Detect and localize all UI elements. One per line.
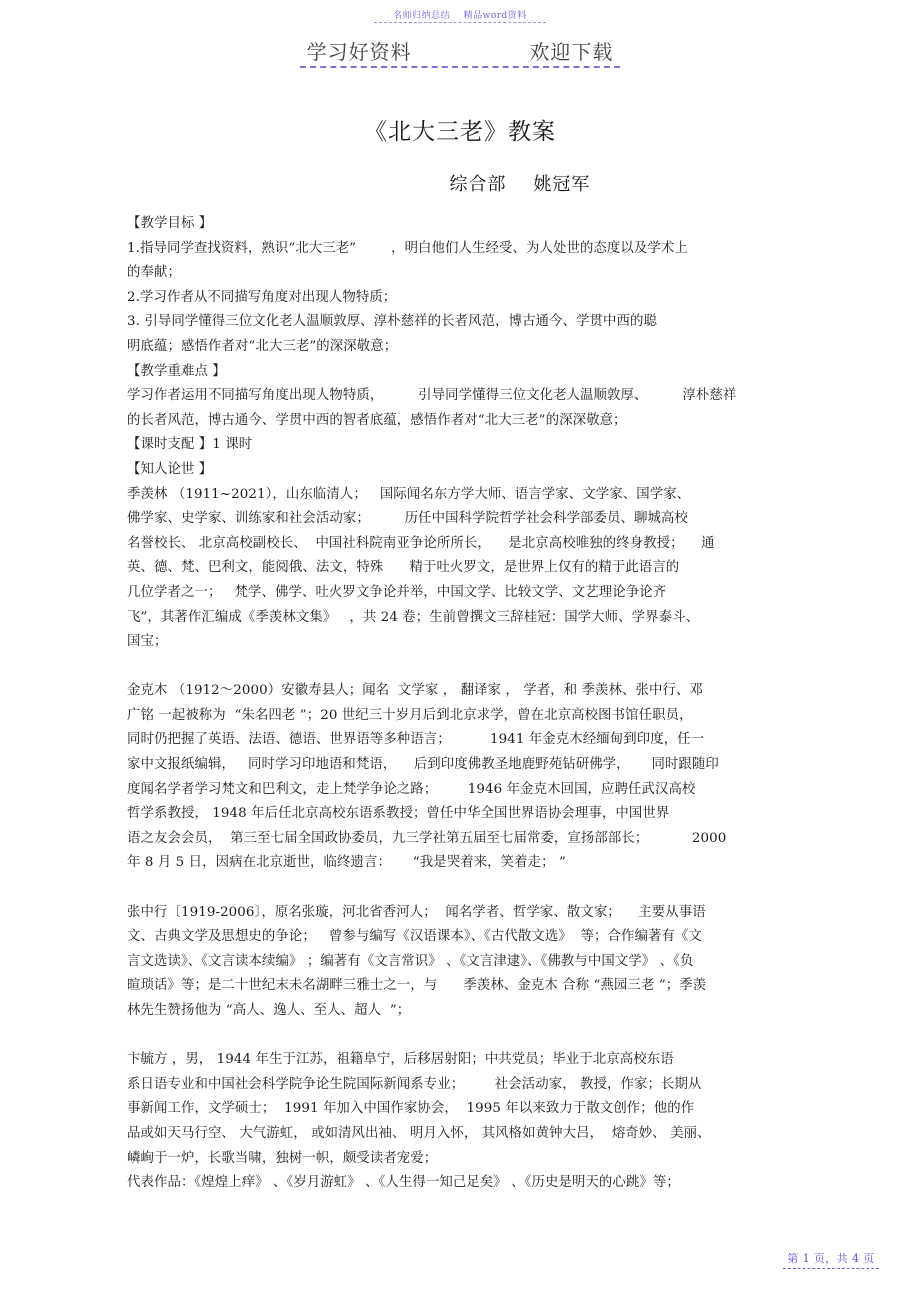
- body-line: 2.学习作者从不同描写角度对出现人物特质；: [127, 289, 397, 305]
- body-line: 语之友会会员， 第三至七届全国政协委员，九三学社第五届至七届常委，宣扬部部长； 2000: [127, 830, 727, 846]
- body-line: 张中行〔1919-2006〕，原名张璇，河北省香河人； 闻名学者、哲学家、散文家； 主要从事语: [127, 904, 706, 920]
- body-line: 1.指导同学查找资料，熟识“北大三老” ，明白他们人生经受、为人处世的态度以及学术上: [127, 240, 688, 256]
- body-line: 系日语专业和中国社会科学院争论生院国际新闻系专业； 社会活动家， 教授，作家；长期从: [127, 1076, 702, 1092]
- page-footer-divider: [783, 1268, 879, 1269]
- body-line: 【教学重难点 】: [127, 363, 226, 379]
- page-number-text: 第 1 页，共 4 页: [787, 1252, 875, 1265]
- body-line: 度闻名学者学习梵文和巴利文，走上梵学争论之路； 1946 年金克木回国，应聘任武汉高校: [127, 781, 696, 797]
- body-line: 品或如天马行空、 大气游虹， 或如清风出袖、 明月入怀， 其风格如黄钟大吕， 熔奇妙、 美丽、: [127, 1125, 711, 1141]
- body-line: 【知人论世 】: [127, 461, 213, 477]
- document-byline: 综合部 姚冠军: [449, 174, 591, 195]
- body-line: [127, 655, 795, 680]
- body-line: 文、古典文学及思想史的争论； 曾参与编写《汉语课本》、《古代散文选》 等；合作编著有《文: [127, 929, 702, 945]
- page-title: 《北大三老》教案: [364, 119, 556, 145]
- body-line: 3. 引导同学懂得三位文化老人温顺敦厚、淳朴慈祥的长者风范，博古通今、学贯中西的聪: [127, 314, 657, 330]
- body-line: 名誉校长、 北京高校副校长、 中国社科院南亚争论所所长， 是北京高校唯独的终身教授； 通: [127, 535, 715, 551]
- body-line: 季羡林 （1911~2021），山东临清人； 国际闻名东方学大师、语言学家、文学家、国学家、: [127, 486, 691, 502]
- body-line: 国宝；: [127, 634, 168, 650]
- body-line: 哲学系教授， 1948 年后任北京高校东语系教授；曾任中华全国世界语协会理事，中国世界: [127, 806, 670, 822]
- body-line: 佛学家、史学家、训练家和社会活动家； 历任中国科学院哲学社会科学部委员、聊城高校: [127, 511, 688, 527]
- body-line: 嶙峋于一炉，长歌当啸，独树一帜，颇受读者宠爱；: [127, 1150, 438, 1166]
- body-line: 暄琐话》等；是二十世纪末未名湖畔三雅士之一，与 季羡林、金克木 合称 “燕园三老 ”；季羡: [127, 978, 707, 994]
- body-line: 明底蕴；感悟作者对“北大三老”的深深敬意；: [127, 338, 398, 354]
- body-line: 林先生赞扬他为 “高人、逸人、至人、超人 ”；: [127, 1003, 411, 1018]
- body-line: 【教学目标 】: [127, 216, 213, 231]
- body-line: 事新闻工作，文学硕士； 1991 年加入中国作家协会， 1995 年以来致力于散文创作；他的作: [127, 1101, 695, 1117]
- page-footer: [756, 1250, 906, 1269]
- body-line: [127, 1024, 795, 1049]
- body-line: 的长者风范，博古通今、学贯中西的智者底蕴，感悟作者对“北大三老”的深深敬意；: [127, 412, 627, 428]
- body-line: 卞毓方 ，男， 1944 年生于江苏，祖籍阜宁，后移居射阳；中共党员；毕业于北京高校东语: [127, 1052, 674, 1068]
- top-watermark-text: 名师归纳总结 精品word资料: [393, 11, 527, 21]
- body-line: 飞”，其著作汇编成《季羡林文集》 ，共 24 卷；生前曾撰文三辞桂冠：国学大师、学界泰斗、: [127, 609, 700, 625]
- top-watermark-divider: [374, 22, 546, 23]
- body-line: 代表作品：《煌煌上痒》 、《岁月游虹》 、《人生得一知己足矣》 、《历史是明天的心跳》等；: [127, 1175, 680, 1191]
- body-line: 的奉献；: [127, 265, 181, 281]
- page-header-text: 学习好资料 欢迎下载: [306, 40, 614, 64]
- body-line: 同时仍把握了英语、法语、德语、世界语等多种语言； 1941 年金克木经缅甸到印度，任一: [127, 732, 705, 748]
- page-header-band: [0, 36, 920, 65]
- body-line: 英、德、梵、巴利文，能阅俄、法文，特殊 精于吐火罗文，是世界上仅有的精于此语言的: [127, 560, 680, 576]
- body-line: 言文选读》、《文言读本续编》 ；编著有《文言常识》 、《文言津逮》、《佛教与中国文学》 、《负: [127, 953, 694, 969]
- body-line: 家中文报纸编辑， 同时学习印地语和梵语， 后到印度佛教圣地鹿野苑钻研佛学， 同时跟随印: [127, 757, 719, 773]
- body-line: 广铭 一起被称为 “朱名四老 ”；20 世纪三十岁月后到北京求学，曾在北京高校图书馆任职员，: [127, 707, 693, 723]
- body-line: 学习作者运用不同描写角度出现人物特质， 引导同学懂得三位文化老人温顺敦厚、 淳朴慈祥: [127, 388, 737, 404]
- body-line: 【课时支配 】1 课时: [127, 437, 253, 453]
- body-line: 金克木 （1912～2000）安徽寿县人；闻名 文学家 ， 翻译家 ， 学者，和 季羡林、张中行、邓: [127, 683, 703, 699]
- page-header-divider: [300, 66, 620, 68]
- body-line: 几位学者之一； 梵学、佛学、吐火罗文争论并举，中国文学、比较文学、文艺理论争论齐: [127, 584, 667, 600]
- document-body: [127, 212, 795, 1196]
- body-line: 年 8 月 5 日，因病在北京逝世，临终遗言： “我是哭着来，笑着走； ”: [127, 855, 566, 871]
- body-line: [127, 876, 795, 901]
